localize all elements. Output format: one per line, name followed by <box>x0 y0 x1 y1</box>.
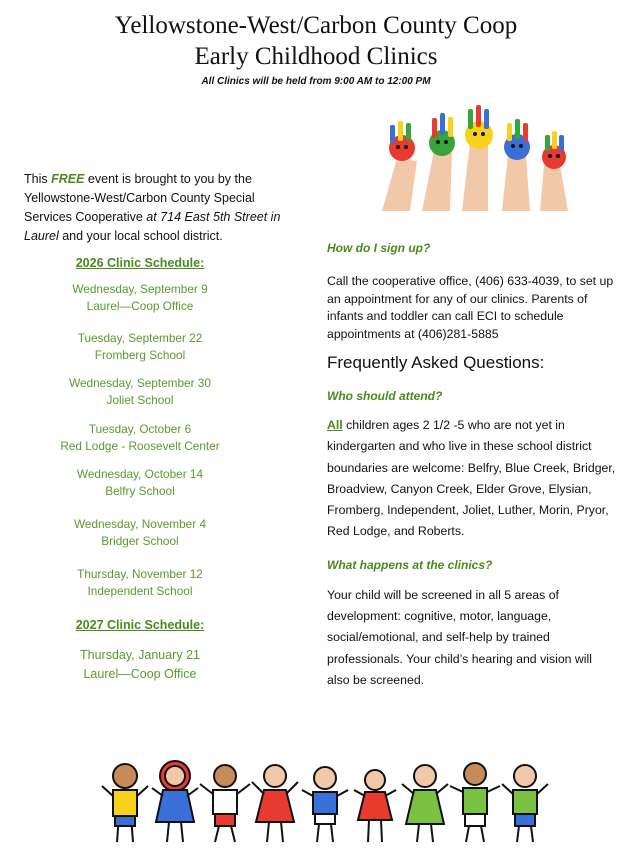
schedule-item: Wednesday, September 30 Joliet School <box>69 376 211 407</box>
schedule-item: Wednesday, September 9 Laurel—Coop Office <box>72 282 208 313</box>
schedule-item: Thursday, January 21 Laurel—Coop Office <box>80 648 200 681</box>
attend-answer: All children ages 2 1/2 -5 who are not yet in kindergarten and who live in these school district boundaries are welcome: Belfry, Blue Creek, Bridger, Broadview, Canyon Creek, Elder Grove, Elysian, Fromberg, Independent, Joliet, Luther, Morin, Pryor, Red Lodge, and Roberts. <box>327 418 616 539</box>
faq-heading: Frequently Asked Questions: <box>327 353 545 372</box>
schedule-item: Thursday, November 12 Independent School <box>77 567 203 598</box>
schedule-2026-heading: 2026 Clinic Schedule: <box>75 256 205 270</box>
subtitle: All Clinics will be held from 9:00 AM to 12:00 PM <box>201 76 431 87</box>
signup-answer: Call the cooperative office, (406) 633-4039, to set up an appointment for any of our clinics. Parents of infants and toddler can call ECI to schedule appointments at (406)281-5885 <box>327 274 614 341</box>
schedule-2027-heading: 2027 Clinic Schedule: <box>75 618 205 632</box>
title-line-2: Early Childhood Clinics <box>194 43 438 70</box>
schedule-item: Tuesday, September 22 Fromberg School <box>77 331 203 362</box>
attend-question: Who should attend? <box>327 389 443 403</box>
schedule-item: Wednesday, November 4 Bridger School <box>73 517 207 548</box>
schedule-item: Tuesday, October 6 Red Lodge - Roosevelt Center <box>60 422 220 453</box>
painted-hands-image <box>362 103 588 211</box>
happens-answer: Your child will be screened in all 5 areas of development: cognitive, motor, language, social/emotional, and self-help by trained professionals. Your child’s hearing and vision will also be screened. <box>327 588 592 687</box>
title-line-1: Yellowstone-West/Carbon County Coop <box>114 12 518 39</box>
cartoon-kids-border <box>90 760 560 850</box>
signup-question: How do I sign up? <box>327 241 431 255</box>
intro-paragraph: This FREE event is brought to you by the Yellowstone-West/Carbon County Special Services Cooperative at 714 East 5th Street in Laurel and your local school district. <box>24 172 281 243</box>
happens-question: What happens at the clinics? <box>327 558 493 572</box>
schedule-item: Wednesday, October 14 Belfry School <box>76 467 204 498</box>
